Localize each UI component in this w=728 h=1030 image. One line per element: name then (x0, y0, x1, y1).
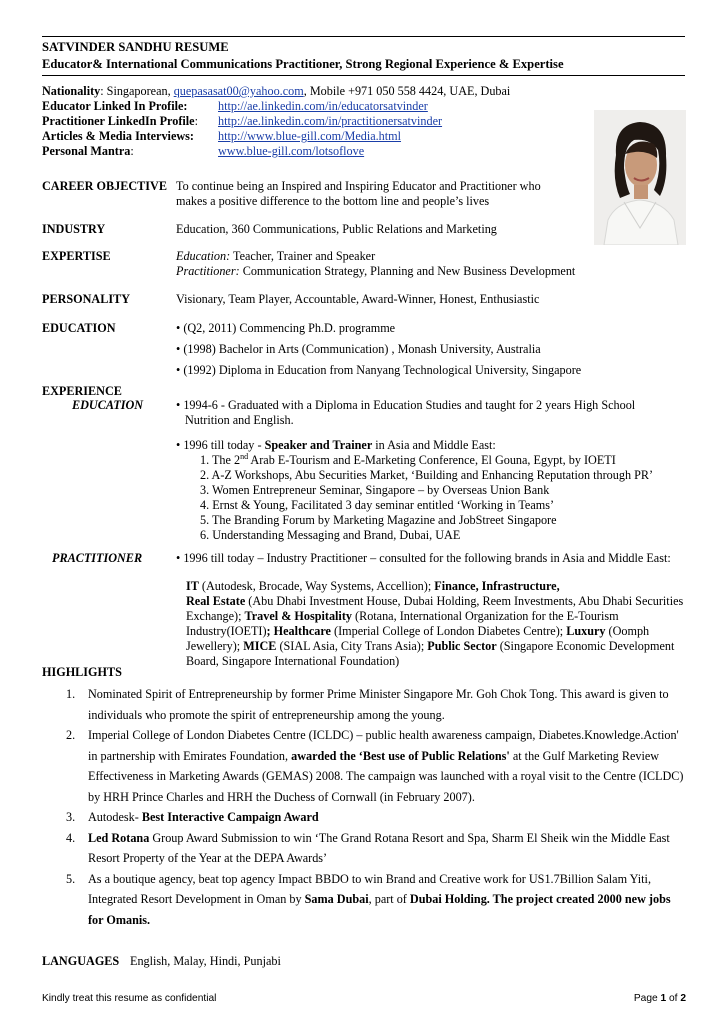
highlight-4-num: 4. (66, 830, 76, 845)
trainer-item-1-sup: nd (240, 451, 249, 461)
footer-page-total: 2 (680, 993, 686, 1004)
career-objective-label: CAREER OBJECTIVE (42, 179, 167, 193)
media-link[interactable]: http://www.blue-gill.com/Media.html (218, 129, 402, 143)
exp-edu-2-bold: Speaker and Trainer (264, 438, 373, 452)
trainer-item-1-pre: 1. The 2 (200, 453, 241, 467)
brand-realestate-value: (Abu Dhabi Investment House, Dubai Holding, Reem Investments, Abu Dhabi Securities Exchange); (186, 594, 684, 623)
education-item-2: • (1998) Bachelor in Arts (Communication) , Monash University, Australia (176, 342, 541, 356)
experience-education-label-wrap (72, 398, 143, 413)
highlight-1-text: Nominated Spirit of Entrepreneurship by former Prime Minister Singapore Mr. Goh Chok Tong. This award is given to individuals who promote the spirit of entrepreneurship among the young. (88, 687, 669, 722)
media-row (42, 129, 542, 144)
email-link[interactable]: quepasasat00@yahoo.com (173, 84, 304, 98)
highlights-list (66, 684, 686, 930)
practitioner-label-wrap (52, 551, 142, 566)
highlight-1 (66, 684, 686, 725)
highlight-2-post: at the Gulf Marketing Review Effectiveness in Marketing Awards (GEMAS) 2008. The campaign was launched with a royal visit to the Centre (ICLDC) by HRH Prince Charles and HRH the Duchess of Cornwall (in February 2007). (88, 748, 684, 804)
industry-value: Education, 360 Communications, Public Relations and Marketing (176, 222, 497, 236)
mantra-colon: : (130, 144, 134, 158)
brand-public-label: Public Sector (427, 639, 497, 653)
highlight-5-mid: , part of (368, 892, 410, 906)
trainer-item-4: 4. Ernst & Young, Facilitated 3 day seminar entitled ‘Working in Teams’ (200, 498, 555, 512)
trainer-item-1 (200, 453, 686, 468)
brand-travel-value: (Rotana, International Organization for the E-Tourism Industry(IOETI) (186, 609, 619, 638)
mantra-link[interactable]: www.blue-gill.com/lotsoflove (218, 144, 365, 158)
highlight-1-num: 1. (66, 687, 76, 701)
resume-title: SATVINDER SANDHU RESUME (42, 40, 229, 54)
top-rule (42, 36, 685, 37)
education-item-1: • (Q2, 2011) Commencing Ph.D. programme (176, 321, 396, 335)
languages-label: LANGUAGES (42, 954, 120, 968)
page-footer (42, 991, 686, 1006)
nationality-pre: : Singaporean, (100, 84, 174, 98)
education-label: EDUCATION (42, 321, 116, 335)
trainer-list (176, 453, 686, 543)
nationality-label: Nationality (42, 84, 101, 98)
educator-linkedin-label: Educator Linked In Profile: (42, 99, 188, 113)
footer-page-mid: of (666, 993, 681, 1004)
trainer-item-1-post: Arab E-Tourism and E-Marketing Conference, El Gouna, Egypt, by IOETI (248, 453, 616, 467)
highlight-5-bold-1: Sama Dubai (304, 892, 369, 906)
footer-confidential: Kindly treat this resume as confidential (42, 993, 217, 1004)
expertise-edu-value: Teacher, Trainer and Speaker (230, 249, 376, 263)
industry-label: INDUSTRY (42, 222, 106, 236)
practitioner-linkedin-label: Practitioner LinkedIn Profile (42, 114, 195, 128)
brand-travel-label: Travel & Hospitality (244, 609, 352, 623)
experience-edu-item-1 (176, 398, 686, 428)
brand-luxury-value: (Oomph Jewellery); (186, 624, 650, 653)
expertise-prac-value: Communication Strategy, Planning and New Business Development (239, 264, 576, 278)
trainer-item-6: 6. Understanding Messaging and Brand, Dubai, UAE (200, 528, 461, 542)
nationality-post: , Mobile +971 050 558 4424, UAE, Dubai (303, 84, 511, 98)
highlight-2-pre: Imperial College of London Diabetes Centre (ICLDC) – public health awareness campaign, Diabetes.Knowledge.Action' in partnership with Emirates Foundation, (88, 728, 679, 763)
expertise-value (176, 249, 686, 279)
trainer-item-5: 5. The Branding Forum by Marketing Magazine and JobStreet Singapore (200, 513, 557, 527)
highlight-3-pre: Autodesk- (88, 810, 142, 824)
expertise-label: EXPERTISE (42, 249, 111, 263)
highlight-2 (66, 725, 686, 807)
highlight-2-num: 2. (66, 728, 76, 742)
career-line-1: To continue being an Inspired and Inspiring Educator and Practitioner who (176, 179, 541, 193)
highlight-3-bold: Best Interactive Campaign Award (141, 810, 319, 824)
exp-edu-1-line-2: Nutrition and English. (185, 413, 294, 427)
experience-edu-item-2 (176, 438, 686, 543)
experience-label: EXPERIENCE (42, 384, 122, 398)
media-label: Articles & Media Interviews: (42, 129, 194, 143)
highlight-3-num: 3. (66, 810, 76, 824)
experience-education-label: EDUCATION (72, 398, 144, 412)
brand-healthcare-value: (Imperial College of London Diabetes Centre); (330, 624, 567, 638)
resume-subtitle: Educator& International Communications Practitioner, Strong Regional Experience & Expertise (42, 57, 564, 71)
highlight-4-bold: Led Rotana (88, 830, 150, 845)
exp-edu-2-post: in Asia and Middle East: (372, 438, 496, 452)
trainer-item-3: 3. Women Entrepreneur Seminar, Singapore – by Overseas Union Bank (200, 483, 550, 497)
mantra-row (42, 144, 542, 159)
contact-block (42, 84, 542, 159)
footer-page-num: 1 (660, 993, 667, 1004)
practitioner-linkedin-colon: : (194, 114, 198, 128)
education-item-3: • (1992) Diploma in Education from Nanyang Technological University, Singapore (176, 363, 582, 377)
practitioner-linkedin-row (42, 114, 542, 129)
practitioner-brands (186, 579, 686, 669)
brand-luxury-label: Luxury (566, 624, 606, 638)
highlights-label: HIGHLIGHTS (42, 665, 122, 679)
brand-finance-label: Finance, Infrastructure, (434, 579, 560, 593)
expertise-edu-label: Education: (176, 249, 231, 263)
practitioner-item: • 1996 till today – Industry Practitioner – consulted for the following brands in Asia and Middle East: (176, 551, 671, 565)
exp-edu-1-line-1: • 1994-6 - Graduated with a Diploma in Education Studies and taught for 2 years High School (176, 398, 636, 412)
highlight-2-bold: awarded the ‘Best use of Public Relations' (291, 748, 510, 763)
brand-mice-label: MICE (243, 639, 277, 653)
nationality-row (42, 84, 542, 99)
mantra-label: Personal Mantra (42, 144, 131, 158)
brand-it-value: (Autodesk, Brocade, Way Systems, Accellion); (198, 579, 435, 593)
header-rule (42, 75, 685, 76)
highlight-4 (66, 828, 686, 869)
footer-page-pre: Page (633, 993, 661, 1004)
footer-page-number (634, 991, 686, 1006)
highlight-5 (66, 869, 686, 931)
career-objective-text (176, 179, 686, 209)
brand-healthcare-label: ; Healthcare (266, 624, 331, 638)
educator-linkedin-link[interactable]: http://ae.linkedin.com/in/educatorsatvinder (218, 99, 428, 113)
educator-linkedin-row (42, 99, 542, 114)
highlight-3 (66, 807, 686, 828)
languages-value: English, Malay, Hindi, Punjabi (130, 954, 281, 968)
expertise-prac-label: Practitioner: (176, 264, 240, 278)
brand-mice-value: (SIAL Asia, City Trans Asia); (276, 639, 428, 653)
practitioner-label: PRACTITIONER (52, 551, 143, 565)
brand-it-label: IT (186, 579, 199, 593)
practitioner-linkedin-link[interactable]: http://ae.linkedin.com/in/practitionersatvinder (218, 114, 443, 128)
trainer-item-2: 2. A-Z Workshops, Abu Securities Market, ‘Building and Enhancing Reputation through PR’ (200, 468, 654, 482)
personality-label: PERSONALITY (42, 292, 131, 306)
personality-value: Visionary, Team Player, Accountable, Award-Winner, Honest, Enthusiastic (176, 292, 540, 306)
highlight-5-num: 5. (66, 871, 76, 886)
brand-realestate-label: Real Estate (186, 594, 246, 608)
exp-edu-2-pre: • 1996 till today - (176, 438, 265, 452)
highlight-5-bold-2: Dubai Holding. The project created 2000 new jobs for Omanis. (88, 892, 671, 927)
highlight-5-pre: As a boutique agency, beat top agency Impact BBDO to win Brand and Creative work for US1.7Billion Salam Yiti, Integrated Resort Development in Oman by (88, 871, 651, 906)
career-line-2: makes a positive difference to the bottom line and people’s lives (176, 194, 490, 208)
highlight-4-post: Group Award Submission to win ‘The Grand Rotana Resort and Spa, Sharm El Sheik win the Middle East Resort Property of the Year at the DEPA Awards’ (88, 830, 670, 865)
brand-public-value: (Singapore Economic Development Board, Singapore International Foundation) (186, 639, 675, 668)
